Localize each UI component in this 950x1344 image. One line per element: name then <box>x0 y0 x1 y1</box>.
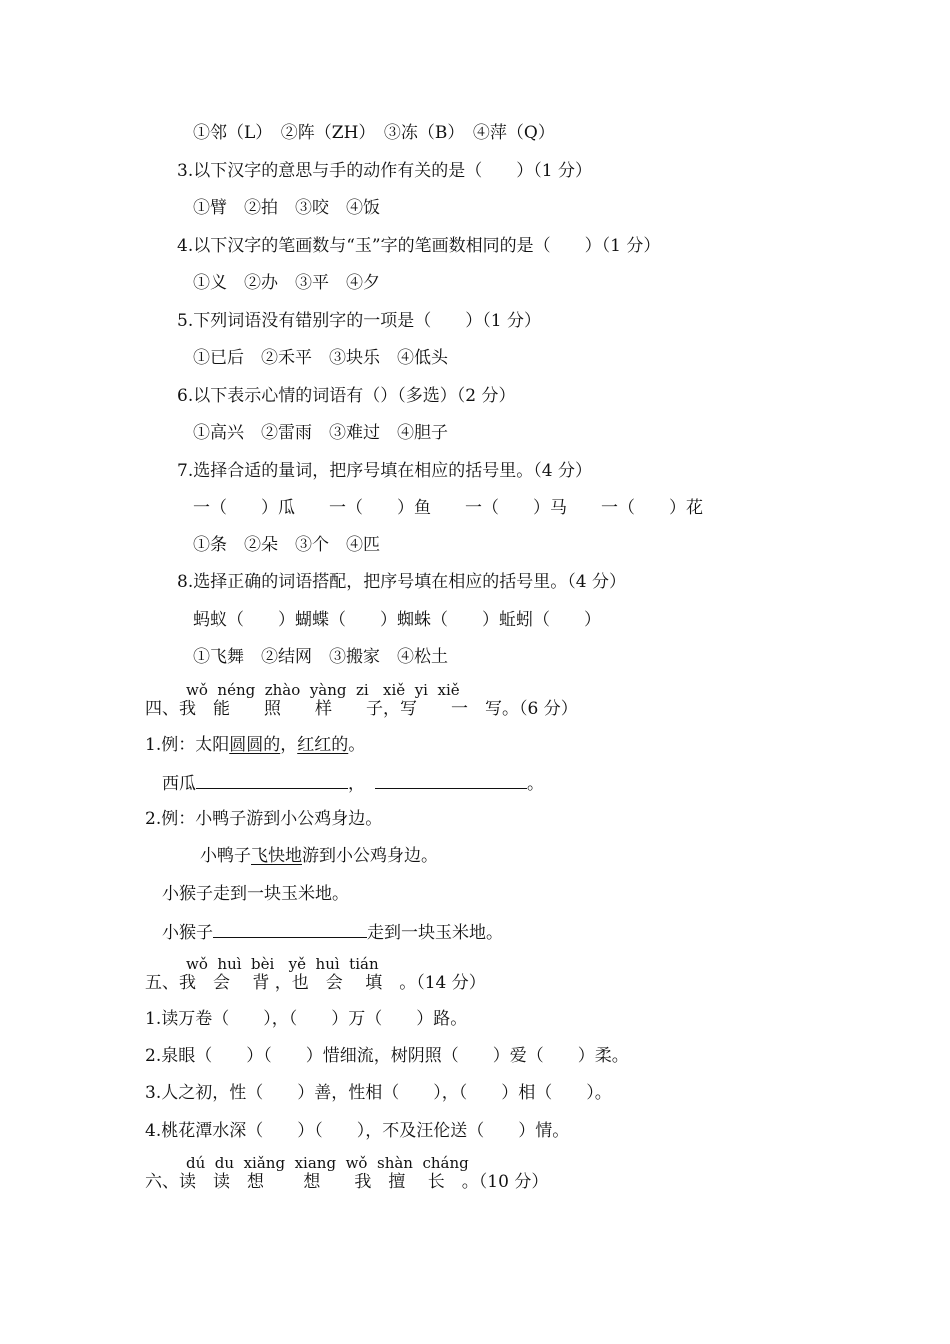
q7-options: ①条 ②朵 ③个 ④匹 <box>193 535 380 555</box>
q2-options: ①邻（L） ②阵（ZH） ③冻（B） ④萍（Q） <box>193 123 555 143</box>
sec6-pinyin: dú du xiǎng xiang wǒ shàn cháng <box>186 1154 469 1172</box>
q7-blanks: 一（ ）瓜 一（ ）鱼 一（ ）马 一（ ）花 <box>193 498 703 518</box>
sec5-pinyin: wǒ huì bèi yě huì tián <box>186 955 379 973</box>
question-5: 5.下列词语没有错别字的一项是（ ）（1 分） <box>177 311 541 331</box>
sec5-q3: 3.人之初，性（ ）善，性相（ ），（ ）相（ ）。 <box>145 1083 612 1103</box>
sec4-pinyin: wǒ néng zhào yàng zi xiě yi xiě <box>186 681 460 699</box>
sec4-q2-answer: 小猴子 走到一块玉米地。 <box>162 920 503 944</box>
sec4-q2: 2.例：小鸭子游到小公鸡身边。 <box>145 809 383 829</box>
question-7: 7.选择合适的量词，把序号填在相应的括号里。（4 分） <box>177 461 592 481</box>
sec4-title: 四、我 能 照 样 子，写 一 写。（6 分） <box>145 699 578 719</box>
q6-options: ①高兴 ②雷雨 ③难过 ④胆子 <box>193 423 448 443</box>
question-8: 8.选择正确的词语搭配，把序号填在相应的括号里。（4 分） <box>177 572 626 592</box>
sec5-q1: 1.读万卷（ ），（ ）万（ ）路。 <box>145 1009 468 1029</box>
q4-options: ①义 ②办 ③平 ④夕 <box>193 273 380 293</box>
q8-blanks: 蚂蚁（ ）蝴蝶（ ）蜘蛛（ ）蚯蚓（ ） <box>193 610 601 630</box>
answer-blank-1[interactable] <box>196 771 348 789</box>
sec4-q2-source: 小猴子走到一块玉米地。 <box>162 884 349 904</box>
q8-options: ①飞舞 ②结网 ③搬家 ④松土 <box>193 647 448 667</box>
sec4-q1-answer: 西瓜 ， 。 <box>162 771 544 795</box>
sec5-q2: 2.泉眼（ ）（ ）惜细流，树阴照（ ）爱（ ）柔。 <box>145 1046 629 1066</box>
sec6-title: 六、读 读 想 想 我 擅 长 。（10 分） <box>145 1172 549 1192</box>
question-3: 3.以下汉字的意思与手的动作有关的是（ ）（1 分） <box>177 161 592 181</box>
sec5-q4: 4.桃花潭水深（ ）（ ），不及汪伦送（ ）情。 <box>145 1121 570 1141</box>
answer-blank-3[interactable] <box>213 920 367 938</box>
q3-options: ①臂 ②拍 ③咬 ④饭 <box>193 198 380 218</box>
sec5-title: 五、我 会 背 ，也 会 填 。（14 分） <box>145 973 486 993</box>
question-4: 4.以下汉字的笔画数与“玉”字的笔画数相同的是（ ）（1 分） <box>177 236 661 256</box>
answer-blank-2[interactable] <box>375 771 527 789</box>
question-6: 6.以下表示心情的词语有（）（多选）（2 分） <box>177 386 516 406</box>
q5-options: ①已后 ②禾平 ③块乐 ④低头 <box>193 348 448 368</box>
sec4-q1: 1.例：太阳圆圆的，红红的。 <box>145 735 366 755</box>
sec4-q2-example: 小鸭子飞快地游到小公鸡身边。 <box>200 846 438 866</box>
